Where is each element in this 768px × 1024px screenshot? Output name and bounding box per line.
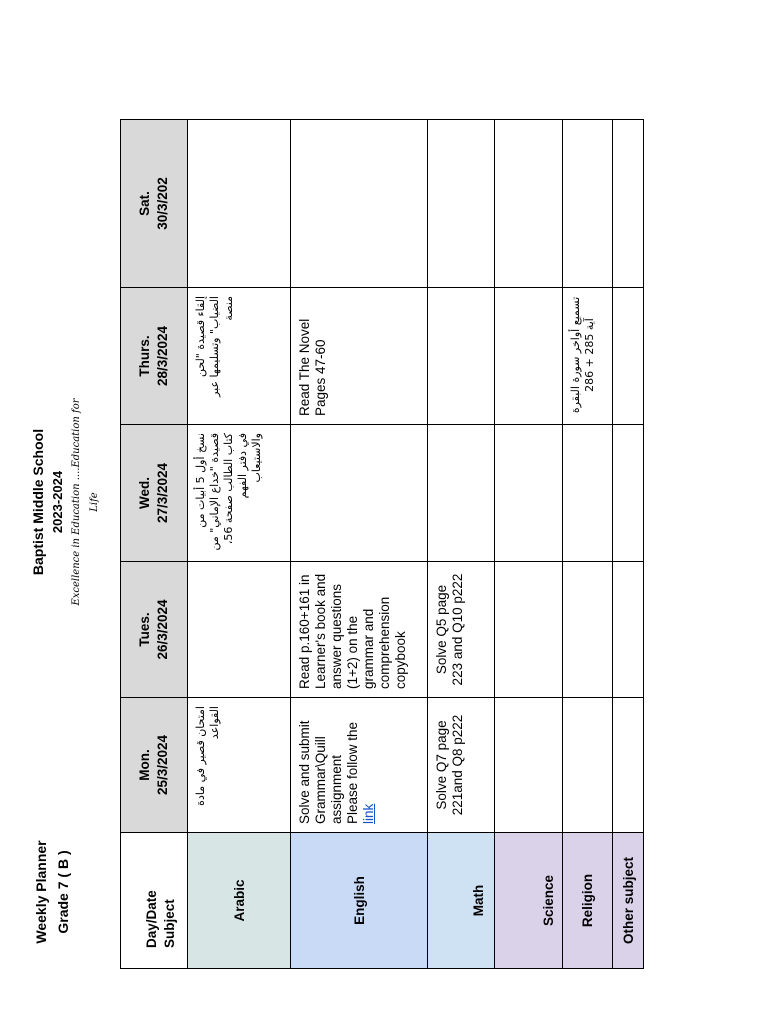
day-name: Mon. [137, 749, 152, 781]
day-date: 26/3/2024 [155, 599, 170, 660]
corner-day-date: Day/Date [144, 890, 159, 948]
day-header-wed [121, 425, 188, 562]
day-date: 28/3/2024 [155, 325, 170, 387]
cell-other-mon [613, 698, 644, 833]
row-math [428, 120, 495, 969]
grade-label: Grade 7 ( B ) [55, 850, 71, 934]
line: تسميع أواخر سورة البقرة [569, 296, 582, 414]
subject-english: English [291, 833, 428, 969]
line: Solve and submit [297, 720, 312, 824]
cell-religion-wed [563, 425, 613, 562]
day-name: Tues. [137, 612, 152, 647]
cell-arabic-tue [188, 562, 291, 698]
cell-text: نسخ أول 5 أبيات من قصيدة "خداع الإماني" من كتاب الطالب صفحة 56، في دفتر الفهم والاستيعاب [194, 433, 263, 551]
header-row [121, 120, 188, 969]
cell-religion-tue [563, 562, 613, 698]
cell-other-thu [613, 288, 644, 425]
school-years: 2023-2024 [50, 470, 65, 534]
weekly-planner-table [120, 119, 644, 969]
subject-arabic: Arabic [188, 833, 291, 969]
subject-religion: Religion [563, 833, 613, 969]
cell-english-mon [291, 698, 428, 833]
subject-science: Science [495, 833, 563, 969]
day-header-mon [121, 698, 188, 833]
cell-other-sat [613, 120, 644, 288]
cell-science-sat [495, 120, 563, 288]
cell-arabic-mon [188, 698, 291, 833]
day-name: Wed. [137, 477, 152, 510]
cell-science-wed [495, 425, 563, 562]
line: Read The Novel [297, 318, 312, 416]
line: Please follow the [345, 721, 360, 824]
row-english [291, 120, 428, 969]
cell-text [563, 288, 601, 424]
cell-religion-sat [563, 120, 613, 288]
cell-science-tue [495, 562, 563, 698]
line: آية 285 + 286 [583, 318, 596, 392]
row-science [495, 120, 563, 969]
cell-math-thu [428, 288, 495, 425]
day-name: Thurs. [137, 335, 152, 377]
cell-math-sat [428, 120, 495, 288]
line: Pages 47-60 [313, 339, 328, 416]
row-religion [563, 120, 613, 969]
school-name: Baptist Middle School [30, 428, 46, 576]
cell-text: امتحان قصير في مادة القواعد [194, 706, 221, 806]
school-heading [28, 392, 104, 612]
planner-title: Weekly Planner [33, 840, 49, 944]
row-other [613, 120, 644, 969]
assignment-link[interactable]: link [361, 803, 376, 824]
day-date: 25/3/2024 [155, 734, 170, 796]
cell-text: إلقاء قصيدة "لحن الضياب" وتسليمها عبر منصة [194, 296, 235, 397]
school-motto: Excellence in Education ....Education for Life [71, 398, 100, 606]
cell-english-sat [291, 120, 428, 288]
cell-text [291, 288, 335, 424]
line: 223 and Q10 p222 [450, 573, 465, 686]
planner-heading [30, 812, 74, 972]
cell-math-tue [428, 562, 495, 698]
cell-arabic-wed [188, 425, 291, 562]
corner-cell [121, 833, 188, 969]
line: Solve Q7 page [434, 720, 449, 810]
subject-math: Math [428, 833, 495, 969]
day-date: 30/3/202 [155, 177, 170, 230]
cell-text [428, 562, 472, 697]
cell-math-mon [428, 698, 495, 833]
cell-math-wed [428, 425, 495, 562]
day-name: Sat. [137, 191, 152, 216]
cell-arabic-thu [188, 288, 291, 425]
line: 221and Q8 p222 [450, 714, 465, 816]
corner-subject: Subject [162, 899, 177, 948]
day-date: 27/3/2024 [155, 462, 170, 524]
line: Grammar\Quill [313, 736, 328, 824]
cell-english-thu [291, 288, 428, 425]
cell-text: Read p.160+161 in Learner's book and answer questions (1+2) on the grammar and comprehension copybook [297, 573, 408, 689]
day-header-tue [121, 562, 188, 698]
row-arabic [188, 120, 291, 969]
cell-religion-thu [563, 288, 613, 425]
cell-english-tue [291, 562, 428, 698]
subject-other: Other subject [613, 833, 644, 969]
cell-religion-mon [563, 698, 613, 833]
cell-science-mon [495, 698, 563, 833]
cell-arabic-sat [188, 120, 291, 288]
cell-text [291, 698, 383, 832]
cell-english-wed [291, 425, 428, 562]
day-header-thu [121, 288, 188, 425]
cell-other-wed [613, 425, 644, 562]
cell-other-tue [613, 562, 644, 698]
line: assignment [329, 754, 344, 824]
line: Solve Q5 page [434, 584, 449, 675]
day-header-sat [121, 120, 188, 288]
cell-text [428, 698, 472, 832]
cell-science-thu [495, 288, 563, 425]
